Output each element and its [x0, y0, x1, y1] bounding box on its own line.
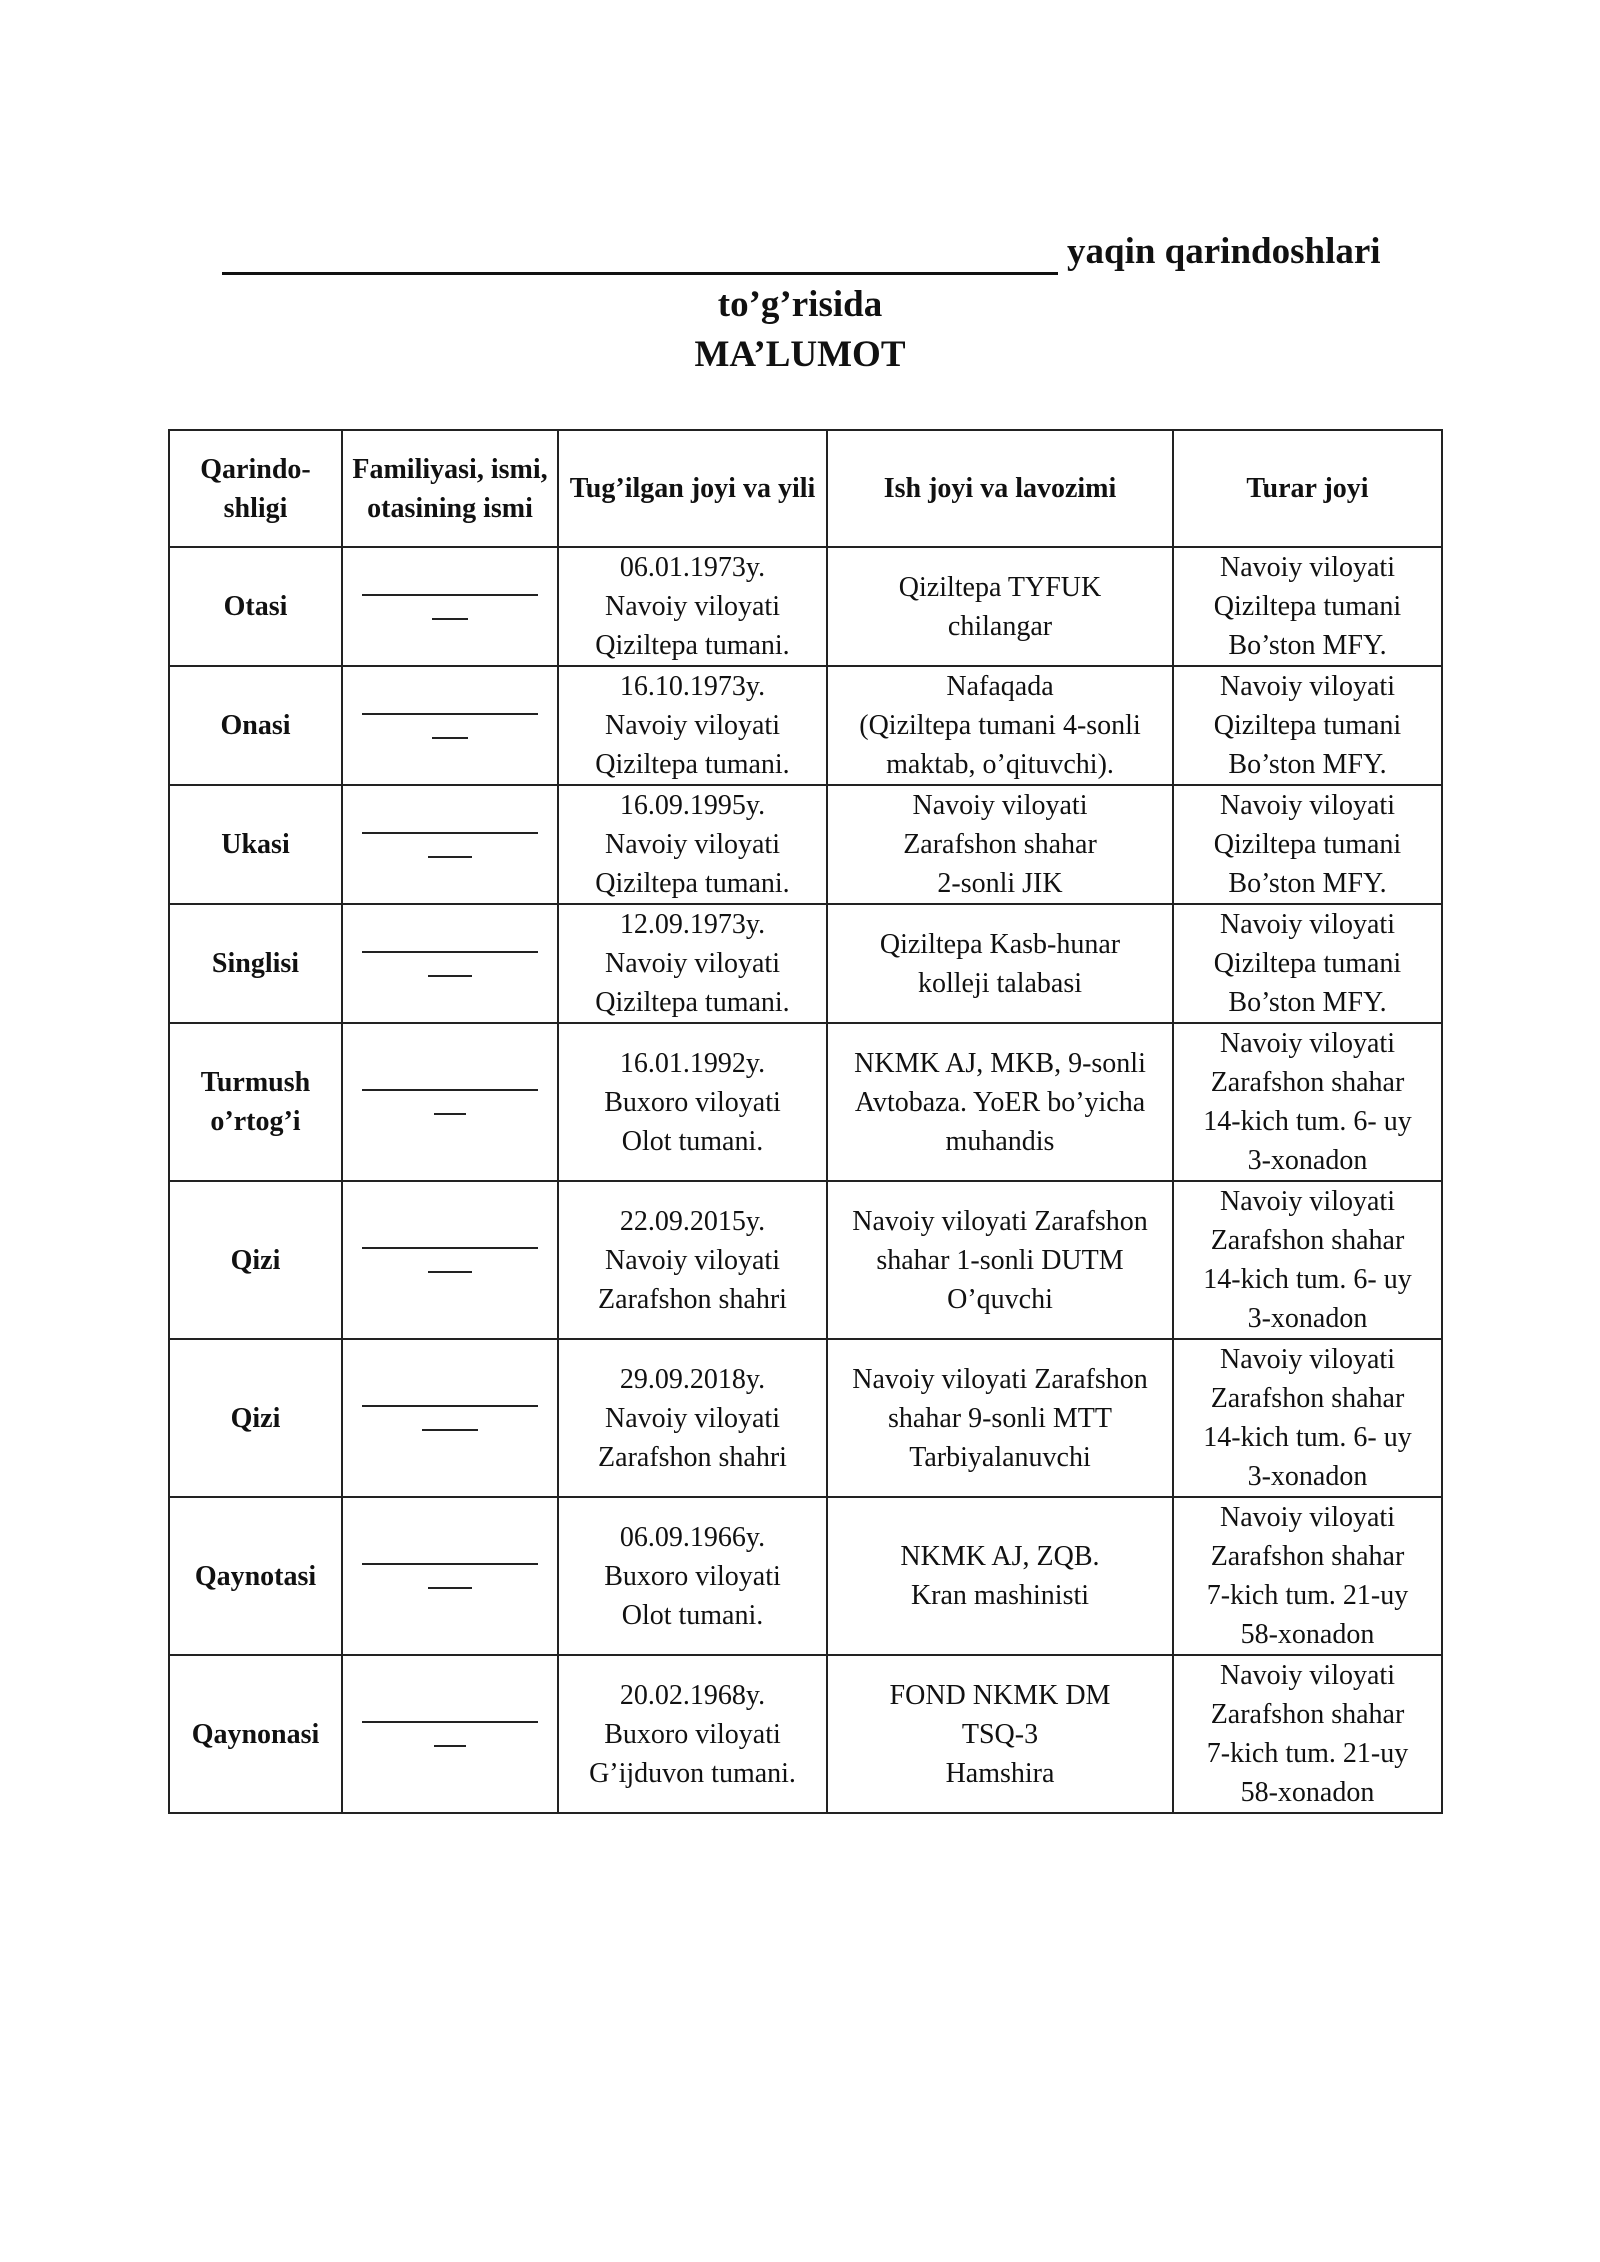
work-line: Tarbiyalanuvchi — [909, 1441, 1091, 1473]
birth-line: Olot tumani. — [621, 1599, 764, 1631]
work-cell — [827, 1497, 1173, 1655]
work-line: Hamshira — [945, 1757, 1055, 1789]
full-name-cell — [342, 1181, 558, 1339]
document-title: MA’LUMOT — [694, 334, 906, 375]
residence-cell — [1173, 1655, 1442, 1813]
birth-line: 16.10.1973y. — [619, 671, 766, 702]
table-row — [169, 666, 1442, 785]
full-name-cell — [342, 904, 558, 1023]
birth-line: 06.01.1973y. — [619, 552, 766, 583]
residence-line: Navoiy viloyati — [1220, 1502, 1395, 1533]
birth-cell — [558, 1655, 827, 1813]
name-blank-line — [222, 272, 1058, 275]
work-line: Nafaqada — [946, 671, 1054, 702]
residence-line: 58-xonadon — [1240, 1619, 1375, 1650]
work-cell — [827, 1339, 1173, 1497]
table-body — [169, 547, 1442, 1813]
relatives-table — [168, 429, 1443, 1814]
work-line: NKMK AJ, ZQB. — [900, 1541, 1100, 1572]
name-blank-line — [362, 832, 538, 834]
birth-line: Qiziltepa tumani. — [595, 987, 790, 1018]
name-blank-line — [362, 1721, 538, 1723]
birth-cell — [558, 547, 827, 666]
residence-line: 7-kich tum. 21-uy — [1206, 1738, 1409, 1769]
work-line: Zarafshon shahar — [903, 829, 1097, 860]
birth-line: Zarafshon shahri — [598, 1441, 787, 1473]
residence-line: Zarafshon shahar — [1210, 1225, 1405, 1256]
work-cell — [827, 547, 1173, 666]
full-name-cell — [342, 1339, 558, 1497]
table-row — [169, 1497, 1442, 1655]
residence-line: Zarafshon shahar — [1210, 1699, 1405, 1730]
full-name-cell — [342, 1497, 558, 1655]
work-line: Qiziltepa TYFUK — [898, 571, 1102, 603]
birth-line: Qiziltepa tumani. — [595, 749, 790, 780]
work-line: Avtobaza. YoER bo’yicha — [854, 1086, 1146, 1118]
name-blank-line — [362, 1563, 538, 1565]
birth-line: 29.09.2018y. — [619, 1363, 766, 1395]
table-header-row — [169, 430, 1442, 547]
birth-line: Qiziltepa tumani. — [595, 630, 790, 661]
column-header-relation — [169, 430, 342, 547]
name-dash-line — [434, 1745, 466, 1747]
name-blank-line — [362, 594, 538, 596]
column-header-work: Ish joyi va lavozimi — [827, 430, 1173, 547]
table-row — [169, 1339, 1442, 1497]
name-dash-line — [428, 856, 472, 858]
birth-line: 16.01.1992y. — [619, 1047, 766, 1079]
name-blank-line — [362, 713, 538, 715]
residence-line: Navoiy viloyati — [1220, 1344, 1395, 1375]
work-line: Navoiy viloyati — [912, 790, 1088, 821]
title-text-relatives: yaqin qarindoshlari — [1067, 231, 1381, 272]
relation-cell: Singlisi — [169, 904, 342, 1023]
residence-line: Zarafshon shahar — [1210, 1383, 1405, 1414]
table-row — [169, 1181, 1442, 1339]
residence-cell — [1173, 1023, 1442, 1181]
residence-line: Zarafshon shahar — [1210, 1541, 1405, 1572]
residence-line: Bo’ston MFY. — [1228, 749, 1387, 780]
relation-cell: Qaynotasi — [169, 1497, 342, 1655]
work-line: shahar 1-sonli DUTM — [876, 1244, 1124, 1276]
residence-line: Navoiy viloyati — [1220, 671, 1395, 702]
birth-line: 12.09.1973y. — [619, 909, 766, 940]
work-cell — [827, 1181, 1173, 1339]
work-line: Kran mashinisti — [910, 1580, 1090, 1611]
relation-cell: Onasi — [169, 666, 342, 785]
work-line: NKMK AJ, MKB, 9-sonli — [854, 1047, 1146, 1079]
birth-line: Zarafshon shahri — [598, 1283, 787, 1315]
full-name-cell — [342, 1023, 558, 1181]
work-line: 2-sonli JIK — [937, 868, 1063, 899]
name-blank-line — [362, 1405, 538, 1407]
birth-line: Buxoro viloyati — [604, 1718, 781, 1750]
name-dash-line — [432, 737, 468, 739]
birth-cell — [558, 1181, 827, 1339]
table-row — [169, 785, 1442, 904]
relation-cell: Otasi — [169, 547, 342, 666]
relation-cell: Qaynonasi — [169, 1655, 342, 1813]
birth-cell — [558, 1023, 827, 1181]
residence-cell — [1173, 547, 1442, 666]
residence-cell — [1173, 904, 1442, 1023]
work-line: maktab, o’qituvchi). — [886, 749, 1114, 780]
birth-line: Navoiy viloyati — [605, 591, 780, 622]
work-line: TSQ-3 — [961, 1718, 1039, 1750]
full-name-cell — [342, 1655, 558, 1813]
full-name-cell — [342, 666, 558, 785]
work-line: chilangar — [947, 610, 1053, 642]
name-dash-line — [428, 1587, 472, 1589]
residence-line: Zarafshon shahar — [1210, 1067, 1405, 1098]
residence-line: Navoiy viloyati — [1220, 909, 1395, 940]
residence-line: Bo’ston MFY. — [1228, 987, 1387, 1018]
column-header-relation-text: Qarindo- shligi — [200, 453, 311, 524]
work-cell — [827, 785, 1173, 904]
work-cell — [827, 1655, 1173, 1813]
residence-line: 14-kich tum. 6- uy — [1203, 1264, 1412, 1295]
column-header-full-name: Familiyasi, ismi, otasining ismi — [342, 430, 558, 547]
title-line-with-blank — [222, 230, 1388, 280]
relation-cell: Turmush o’rtog’i — [169, 1023, 342, 1181]
residence-line: Navoiy viloyati — [1220, 1186, 1395, 1217]
residence-line: 3-xonadon — [1247, 1303, 1368, 1334]
residence-line: Navoiy viloyati — [1220, 552, 1395, 583]
residence-line: Qiziltepa tumani — [1213, 829, 1402, 860]
work-line: (Qiziltepa tumani 4-sonli — [859, 710, 1141, 741]
birth-line: 06.09.1966y. — [619, 1521, 766, 1553]
name-blank-line — [362, 1247, 538, 1249]
work-cell — [827, 666, 1173, 785]
birth-line: Olot tumani. — [621, 1125, 764, 1157]
work-line: O’quvchi — [947, 1283, 1053, 1315]
residence-line: 14-kich tum. 6- uy — [1203, 1106, 1412, 1137]
birth-line: 22.09.2015y. — [619, 1205, 766, 1237]
residence-line: 58-xonadon — [1240, 1777, 1375, 1808]
name-dash-line — [428, 975, 472, 977]
table-row — [169, 1655, 1442, 1813]
residence-cell — [1173, 785, 1442, 904]
residence-line: 14-kich tum. 6- uy — [1203, 1422, 1412, 1453]
birth-cell — [558, 666, 827, 785]
residence-cell — [1173, 1181, 1442, 1339]
birth-line: Navoiy viloyati — [605, 1244, 780, 1276]
title-subline: to’g’risida — [717, 284, 883, 325]
residence-line: Qiziltepa tumani — [1213, 710, 1402, 741]
column-header-birth: Tug’ilgan joyi va yili — [558, 430, 827, 547]
birth-line: 16.09.1995y. — [619, 790, 766, 821]
residence-line: Qiziltepa tumani — [1213, 591, 1402, 622]
birth-line: Buxoro viloyati — [604, 1086, 781, 1118]
residence-line: 3-xonadon — [1247, 1461, 1368, 1492]
birth-cell — [558, 1497, 827, 1655]
table-row — [169, 547, 1442, 666]
name-blank-line — [362, 1089, 538, 1091]
work-line: kolleji talabasi — [917, 967, 1083, 999]
name-dash-line — [432, 618, 468, 620]
name-dash-line — [434, 1113, 466, 1115]
residence-line: Bo’ston MFY. — [1228, 630, 1387, 661]
residence-line: Navoiy viloyati — [1220, 1660, 1395, 1691]
table-row — [169, 1023, 1442, 1181]
name-dash-line — [428, 1271, 472, 1273]
birth-line: G’ijduvon tumani. — [589, 1757, 796, 1789]
full-name-cell — [342, 547, 558, 666]
residence-line: Bo’ston MFY. — [1228, 868, 1387, 899]
residence-line: 7-kich tum. 21-uy — [1206, 1580, 1409, 1611]
work-line: muhandis — [945, 1125, 1055, 1157]
work-line: Qiziltepa Kasb-hunar — [879, 928, 1121, 960]
birth-line: 20.02.1968y. — [619, 1679, 766, 1711]
birth-line: Qiziltepa tumani. — [595, 868, 790, 899]
name-dash-line — [422, 1429, 478, 1431]
work-line: Navoiy viloyati Zarafshon — [852, 1205, 1148, 1237]
work-cell — [827, 904, 1173, 1023]
residence-line: 3-xonadon — [1247, 1145, 1368, 1176]
residence-line: Navoiy viloyati — [1220, 1028, 1395, 1059]
column-header-residence: Turar joyi — [1173, 430, 1442, 547]
residence-cell — [1173, 1339, 1442, 1497]
full-name-cell — [342, 785, 558, 904]
table-row — [169, 904, 1442, 1023]
birth-line: Navoiy viloyati — [605, 710, 780, 741]
work-line: FOND NKMK DM — [889, 1679, 1111, 1711]
birth-line: Buxoro viloyati — [604, 1560, 781, 1592]
birth-cell — [558, 1339, 827, 1497]
work-line: shahar 9-sonli MTT — [888, 1402, 1112, 1434]
work-line: Navoiy viloyati Zarafshon — [852, 1363, 1148, 1395]
birth-line: Navoiy viloyati — [605, 948, 780, 979]
name-blank-line — [362, 951, 538, 953]
birth-cell — [558, 904, 827, 1023]
birth-cell — [558, 785, 827, 904]
residence-line: Navoiy viloyati — [1220, 790, 1395, 821]
residence-cell — [1173, 1497, 1442, 1655]
residence-line: Qiziltepa tumani — [1213, 948, 1402, 979]
birth-line: Navoiy viloyati — [605, 1402, 780, 1434]
residence-cell — [1173, 666, 1442, 785]
relation-cell: Qizi — [169, 1339, 342, 1497]
work-cell — [827, 1023, 1173, 1181]
birth-line: Navoiy viloyati — [605, 829, 780, 860]
relation-cell: Qizi — [169, 1181, 342, 1339]
relation-cell: Ukasi — [169, 785, 342, 904]
